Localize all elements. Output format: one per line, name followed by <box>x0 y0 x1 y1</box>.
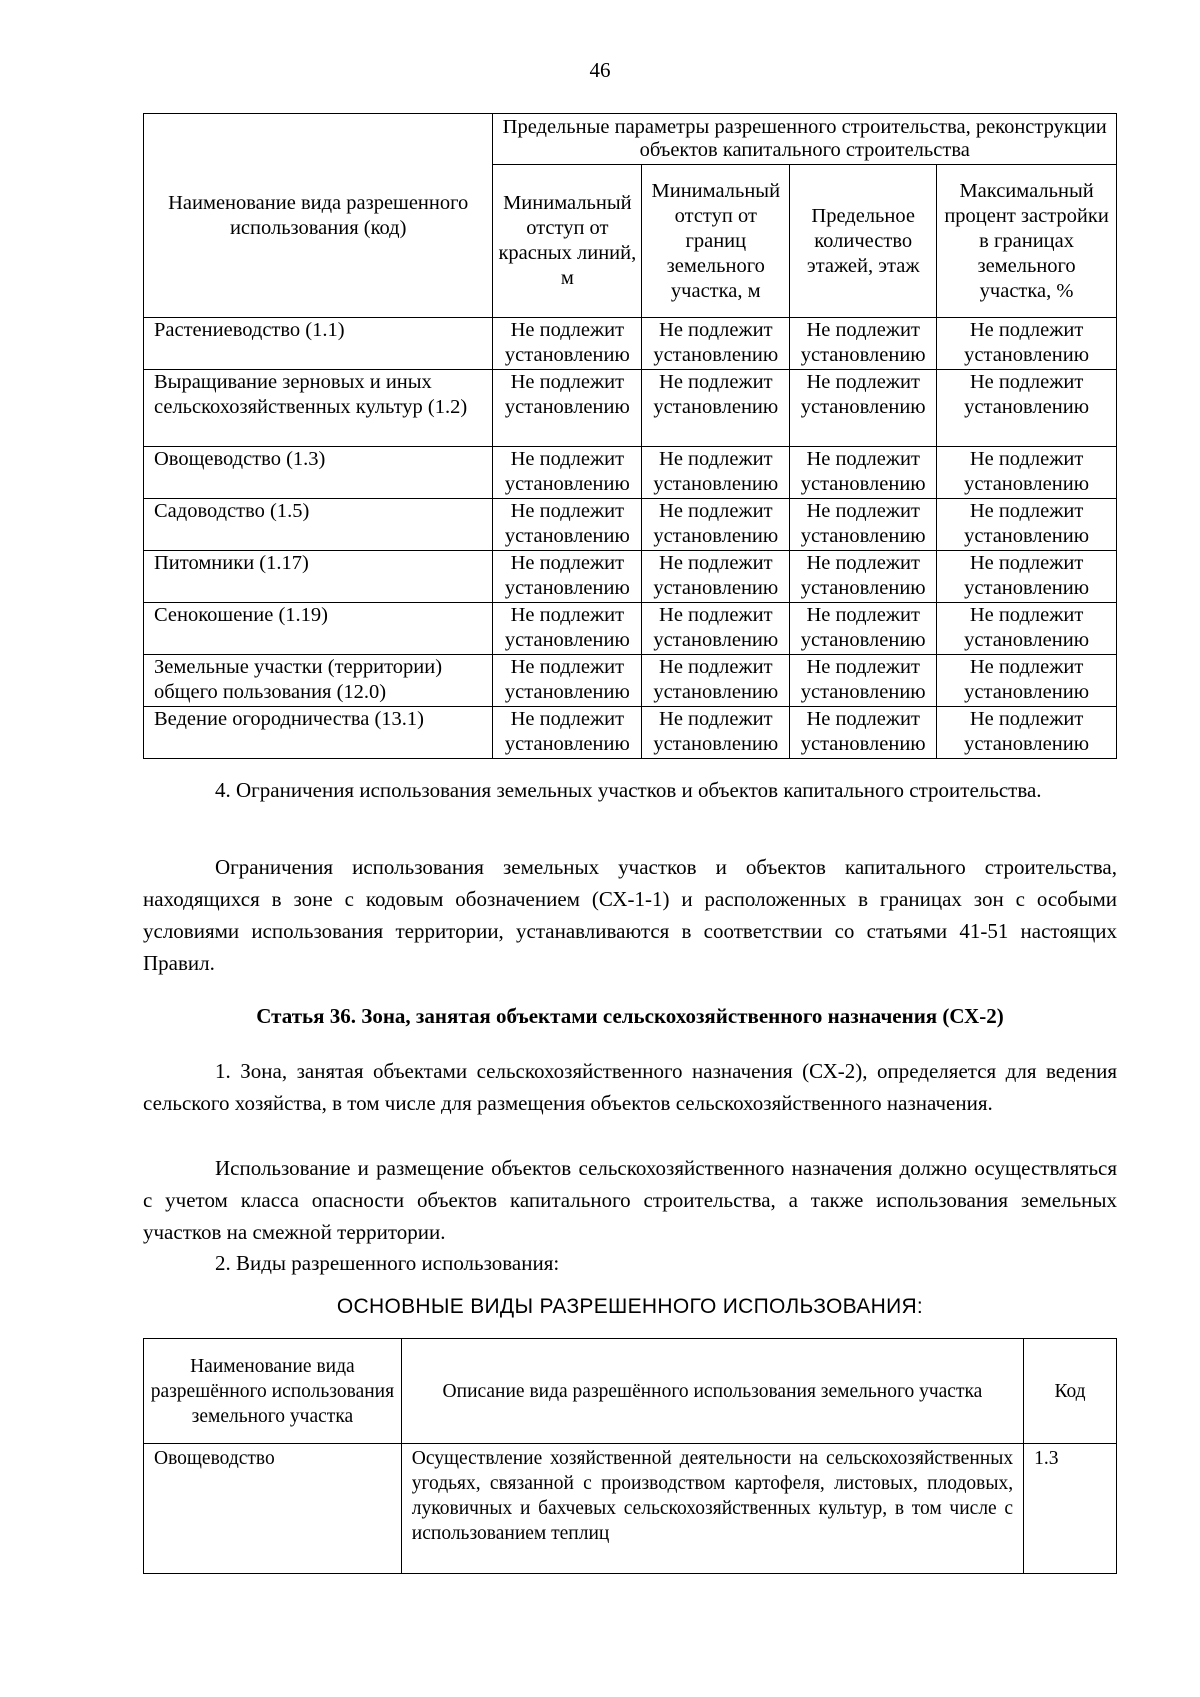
row-value: Не подлежит установлению <box>642 447 790 499</box>
row-value: Не подлежит установлению <box>937 707 1117 759</box>
header-use-name: Наименование вида разрешённого использования земельного участка <box>144 1339 402 1444</box>
row-value: Не подлежит установлению <box>937 603 1117 655</box>
row-name: Сенокошение (1.19) <box>144 603 493 655</box>
row-value: Не подлежит установлению <box>790 370 937 447</box>
use-code: 1.3 <box>1024 1444 1117 1574</box>
table-row <box>144 603 1117 655</box>
row-value: Не подлежит установлению <box>493 707 642 759</box>
row-value: Не подлежит установлению <box>493 655 642 707</box>
subheader-floors: Предельное количество этажей, этаж <box>790 165 937 318</box>
row-value: Не подлежит установлению <box>790 551 937 603</box>
row-name: Земельные участки (территории) общего пользования (12.0) <box>144 655 493 707</box>
table-row <box>144 707 1117 759</box>
row-value: Не подлежит установлению <box>642 499 790 551</box>
section-title: ОСНОВНЫЕ ВИДЫ РАЗРЕШЕННОГО ИСПОЛЬЗОВАНИЯ: <box>336 1295 924 1318</box>
row-value: Не подлежит установлению <box>642 551 790 603</box>
row-value: Не подлежит установлению <box>642 603 790 655</box>
header-name: Наименование вида разрешенного использования (код) <box>144 114 493 318</box>
row-value: Не подлежит установлению <box>493 603 642 655</box>
table-row <box>144 551 1117 603</box>
row-name: Ведение огородничества (13.1) <box>144 707 493 759</box>
row-value: Не подлежит установлению <box>937 318 1117 370</box>
table-row <box>144 655 1117 707</box>
row-value: Не подлежит установлению <box>642 655 790 707</box>
row-value: Не подлежит установлению <box>790 603 937 655</box>
row-name: Выращивание зерновых и иных сельскохозяйственных культур (1.2) <box>144 370 493 447</box>
row-value: Не подлежит установлению <box>937 447 1117 499</box>
row-value: Не подлежит установлению <box>642 707 790 759</box>
row-name: Растениеводство (1.1) <box>144 318 493 370</box>
use-name: Овощеводство <box>144 1444 402 1574</box>
row-value: Не подлежит установлению <box>790 655 937 707</box>
row-name: Питомники (1.17) <box>144 551 493 603</box>
row-value: Не подлежит установлению <box>937 655 1117 707</box>
header-use-description: Описание вида разрешённого использования земельного участка <box>401 1339 1023 1444</box>
permitted-uses-intro: 2. Виды разрешенного использования: <box>215 1251 560 1275</box>
subheader-plot-borders: Минимальный отступ от границ земельного участка, м <box>642 165 790 318</box>
use-description: Осуществление хозяйственной деятельности на сельскохозяйственных угодьях, связанной с производством картофеля, листовых, плодовых, луковичных и бахчевых сельскохозяйственных культур, в том числе с использованием теплиц <box>401 1444 1023 1574</box>
restrictions-title: 4. Ограничения использования земельных участков и объектов капитального строительства. <box>215 778 1042 802</box>
row-value: Не подлежит установлению <box>493 370 642 447</box>
row-value: Не подлежит установлению <box>642 370 790 447</box>
row-value: Не подлежит установлению <box>493 551 642 603</box>
row-value: Не подлежит установлению <box>642 318 790 370</box>
row-value: Не подлежит установлению <box>790 447 937 499</box>
parameters-table <box>143 113 1117 759</box>
table-row <box>144 318 1117 370</box>
table-row <box>144 1444 1117 1574</box>
header-group: Предельные параметры разрешенного строительства, реконструкции объектов капитального строительства <box>493 114 1117 165</box>
row-value: Не подлежит установлению <box>790 318 937 370</box>
header-code: Код <box>1024 1339 1117 1444</box>
subheader-build-percent: Максимальный процент застройки в границах земельного участка, % <box>937 165 1117 318</box>
permitted-uses-table <box>143 1338 1117 1574</box>
row-value: Не подлежит установлению <box>937 551 1117 603</box>
subheader-red-lines: Минимальный отступ от красных линий, м <box>493 165 642 318</box>
row-value: Не подлежит установлению <box>493 318 642 370</box>
table-row <box>144 370 1117 447</box>
row-value: Не подлежит установлению <box>493 447 642 499</box>
row-value: Не подлежит установлению <box>790 499 937 551</box>
zone-usage: Использование и размещение объектов сельскохозяйственного назначения должно осуществляться с учетом класса опасности объектов капитального строительства, а также использования земельных участков на смежной территории. <box>143 1156 1117 1244</box>
row-value: Не подлежит установлению <box>493 499 642 551</box>
zone-definition: 1. Зона, занятая объектами сельскохозяйственного назначения (СХ-2), определяется для ведения сельского хозяйства, в том числе для размещения объектов сельскохозяйственного назначения. <box>143 1059 1117 1115</box>
row-name: Овощеводство (1.3) <box>144 447 493 499</box>
row-value: Не подлежит установлению <box>937 499 1117 551</box>
row-value: Не подлежит установлению <box>937 370 1117 447</box>
row-value: Не подлежит установлению <box>790 707 937 759</box>
page-number: 46 <box>589 58 611 82</box>
article-heading: Статья 36. Зона, занятая объектами сельскохозяйственного назначения (СХ-2) <box>256 1004 1004 1028</box>
row-name: Садоводство (1.5) <box>144 499 493 551</box>
restrictions-body: Ограничения использования земельных участков и объектов капитального строительства, находящихся в зоне с кодовым обозначением (СХ-1-1) и расположенных в границах зон с особыми условиями использования территории, устанавливаются в соответствии со статьями 41-51 настоящих Правил. <box>143 855 1117 975</box>
table-row <box>144 447 1117 499</box>
table-row <box>144 499 1117 551</box>
